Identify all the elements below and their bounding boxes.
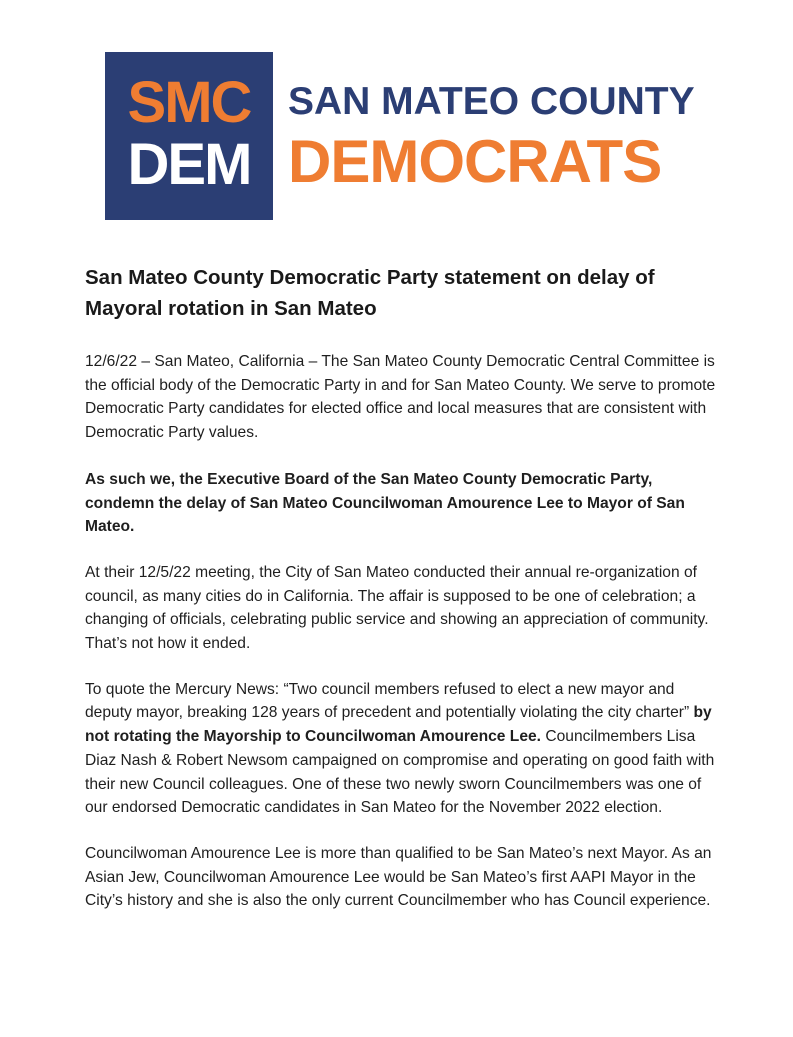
- logo-monogram-bottom: DEM: [127, 132, 251, 197]
- intro-paragraph: 12/6/22 – San Mateo, California – The San Mateo County Democratic Central Committee is the official body of the Democratic Party in and for San Mateo County. We serve to promote Democratic Party candidates for elected office and local measures that are consistent with Democratic Party values.: [85, 353, 716, 442]
- mercury-news-paragraph: [85, 678, 725, 820]
- statement-body: [85, 262, 725, 913]
- logo-wordmark-county: SAN MATEO COUNTY: [288, 80, 695, 123]
- meeting-paragraph: At their 12/5/22 meeting, the City of San Mateo conducted their annual re-organization of council, as many cities do in California. The affair is supposed to be one of celebration; a changing of officials, celebrating public service and showing an appreciation of community. That’s not how it ended.: [85, 563, 709, 653]
- quote-followup: Councilmembers Lisa Diaz Nash & Robert Newsom campaigned on compromise and operating on good faith with their new Council colleagues. One of these two newly sworn Councilmembers was one of our endorsed Democratic candidates in San Mateo for the November 2022 election.: [85, 728, 715, 817]
- statement-title: San Mateo County Democratic Party statement on delay of Mayoral rotation in San Mateo: [85, 266, 655, 320]
- logo-wordmark-democrats: DEMOCRATS: [288, 128, 662, 195]
- quote-emphasis: by not rotating the Mayorship to Councilwoman Amourence Lee.: [85, 704, 712, 746]
- logo-monogram-top: SMC: [127, 70, 251, 135]
- quote-text: To quote the Mercury News: “Two council members refused to elect a new mayor and deputy mayor, breaking 128 years of precedent and potentially violating the city charter”: [85, 680, 694, 722]
- qualification-paragraph: Councilwoman Amourence Lee is more than qualified to be San Mateo’s next Mayor. As an Asian Jew, Councilwoman Amourence Lee would be San Mateo’s first AAPI Mayor in the City’s history and she is also the only current Councilmember who has Council experience.: [85, 844, 712, 910]
- condemnation-paragraph: As such we, the Executive Board of the San Mateo County Democratic Party, condemn the delay of San Mateo Councilwoman Amourence Lee to Mayor of San Mateo.: [85, 470, 685, 536]
- logo-monogram-box: [105, 52, 273, 220]
- organization-logo: [105, 52, 715, 222]
